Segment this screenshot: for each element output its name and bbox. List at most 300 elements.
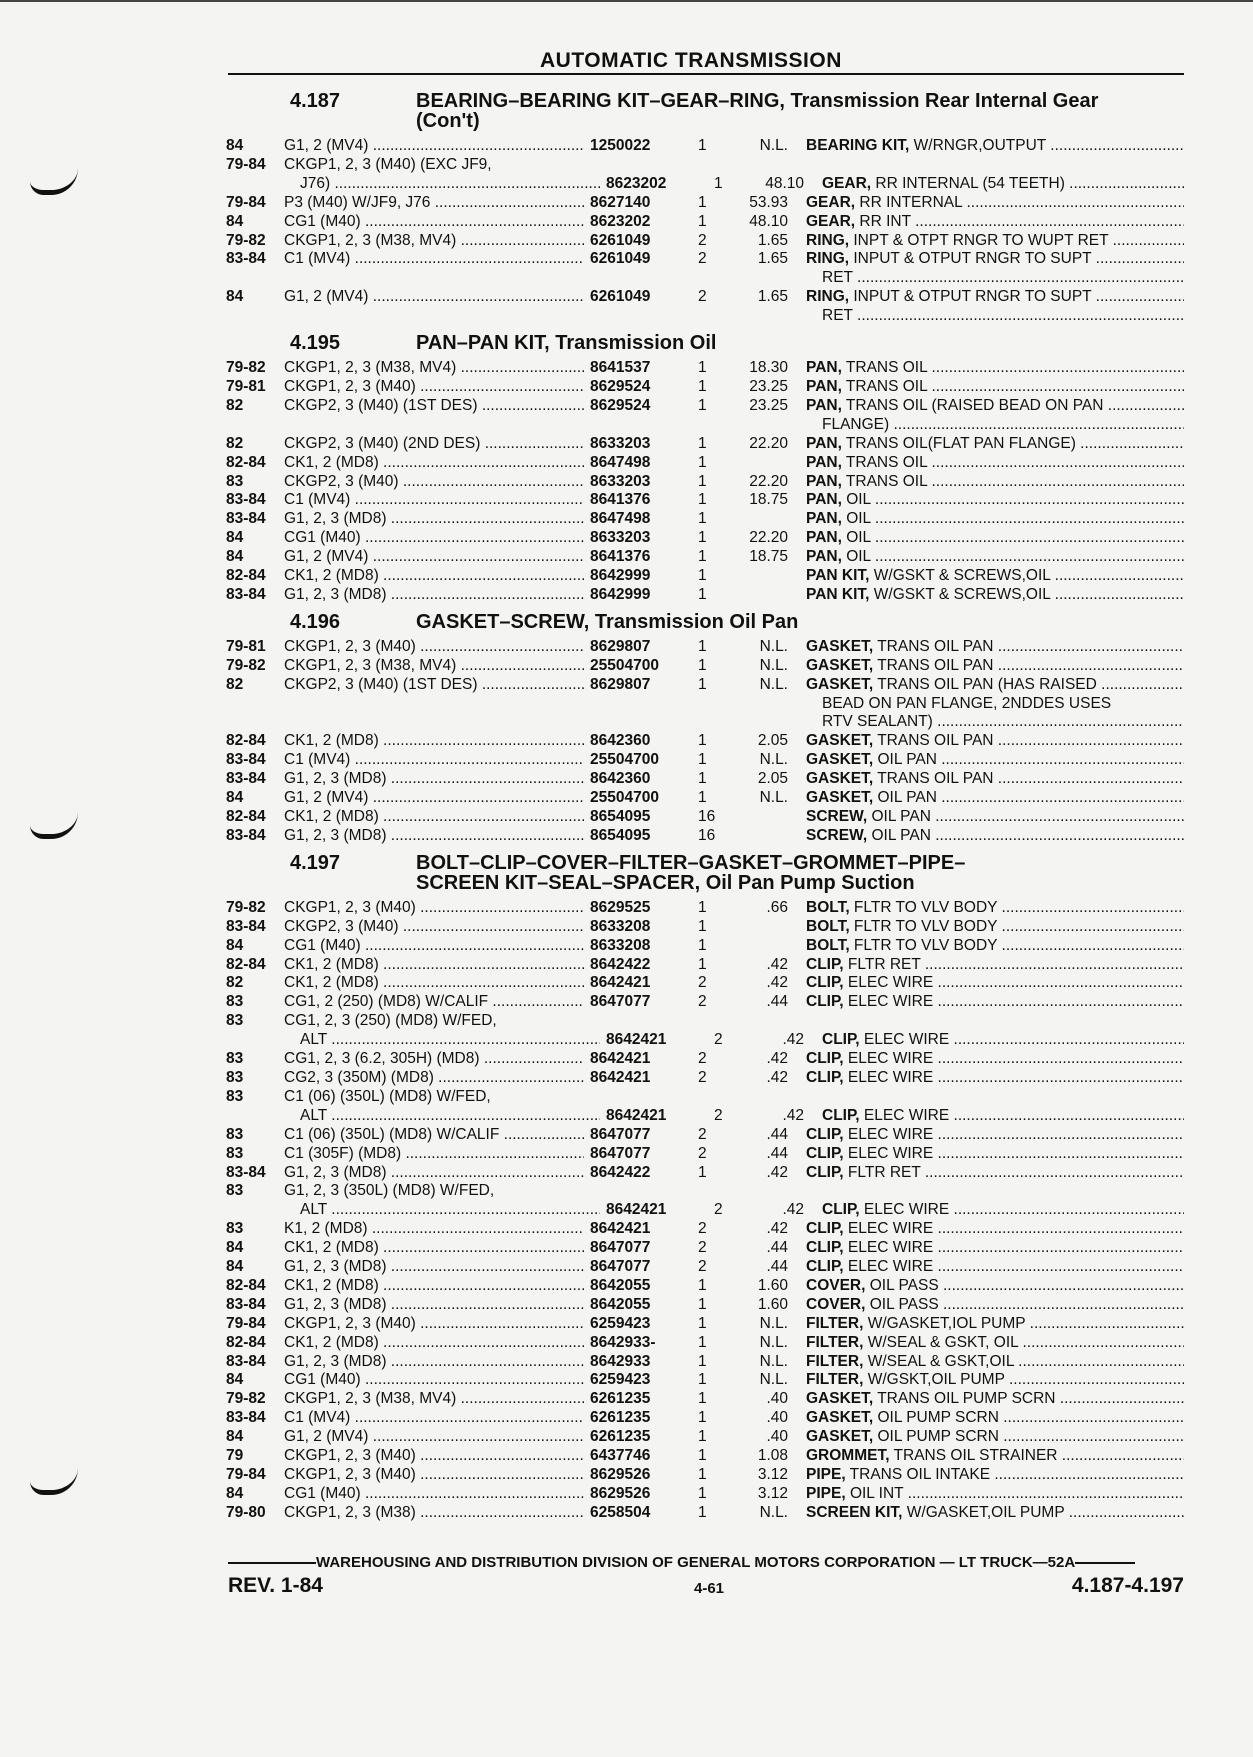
vehicle-application: CG1 (M40) ..... <box>284 1371 584 1390</box>
binder-hole-mark <box>30 812 78 839</box>
model-years: 83 <box>226 1050 244 1068</box>
vehicle-application: CKGP1, 2, 3 (M38, MV4) ..... <box>284 1390 584 1409</box>
footer-division: WAREHOUSING AND DISTRIBUTION DIVISION OF GENERAL MOTORS CORPORATION — LT TRUCK—52A <box>316 1554 1076 1571</box>
part-name-noun: BOLT, <box>806 936 850 954</box>
part-name-noun: CLIP, <box>806 1050 844 1068</box>
vehicle-application: CKGP1, 2, 3 (M38, MV4) ..... <box>284 657 584 676</box>
part-name <box>806 1069 1184 1088</box>
part-name-detail: OIL PAN <box>867 808 931 825</box>
part-name-noun: PAN, <box>806 510 842 528</box>
list-price: .44 <box>766 1258 788 1276</box>
model-years: 79-82 <box>226 231 266 249</box>
model-years: 82 <box>226 974 244 992</box>
part-name-detail: ELEC WIRE <box>859 1201 950 1219</box>
part-name-noun: CLIP, <box>822 1031 860 1049</box>
vehicle-application: P3 (M40) W/JF9, J76 ..... <box>284 194 584 213</box>
parts-row <box>226 1012 1184 1031</box>
part-name <box>806 1371 1184 1390</box>
vehicle-application: G1, 2 (MV4) ..... <box>284 548 584 567</box>
list-price: N.L. <box>759 789 788 807</box>
part-name-detail: ELEC WIRE <box>843 1220 934 1238</box>
model-years: 84 <box>226 936 244 954</box>
parts-row <box>226 789 1184 808</box>
parts-row <box>226 288 1184 307</box>
model-years: 83 <box>226 1125 244 1143</box>
parts-row <box>226 1485 1184 1504</box>
part-name <box>806 359 1184 378</box>
quantity: 2 <box>714 1106 723 1124</box>
model-years: 83-84 <box>226 826 266 844</box>
vehicle-application: ALT ..... <box>284 1107 600 1126</box>
list-price: 22.20 <box>749 434 788 452</box>
model-years: 83 <box>226 1220 244 1238</box>
model-years: 82-84 <box>226 808 266 825</box>
revision-label: REV. 1-84 <box>228 1574 323 1597</box>
list-price <box>736 586 788 605</box>
part-name-detail: OIL <box>841 529 871 547</box>
parts-row <box>226 638 1184 657</box>
quantity: 1 <box>698 732 707 750</box>
quantity: 1 <box>698 1409 707 1427</box>
part-name-detail: TRANS OIL <box>841 472 928 490</box>
model-years <box>226 307 284 326</box>
part-name <box>822 175 1184 194</box>
parts-row <box>226 156 1184 175</box>
part-name-noun: BEARING KIT, <box>806 137 910 154</box>
parts-row <box>226 491 1184 510</box>
part-number <box>584 269 698 288</box>
quantity: 2 <box>698 1050 707 1068</box>
model-years: 83 <box>226 1012 244 1030</box>
part-name <box>806 993 1184 1012</box>
model-years <box>226 695 284 714</box>
part-name-detail: ELEC WIRE <box>859 1106 950 1124</box>
parts-row <box>226 899 1184 918</box>
part-name-detail: RTV SEALANT) <box>822 713 933 731</box>
part-name-noun: CLIP, <box>806 1163 844 1181</box>
vehicle-application: CKGP2, 3 (M40) ..... <box>284 473 584 492</box>
model-years: 83 <box>226 1068 244 1086</box>
part-number: 6259423 <box>590 1314 651 1332</box>
part-name-noun: PAN, <box>806 377 842 395</box>
part-name <box>806 732 1184 751</box>
part-name-detail: TRANS OIL PAN (HAS RAISED <box>873 675 1097 693</box>
part-name-noun: FILTER, <box>806 1371 864 1389</box>
quantity: 1 <box>698 137 707 154</box>
part-number: 8642933- <box>590 1333 656 1351</box>
model-years: 82-84 <box>226 732 266 750</box>
part-name <box>806 269 1184 288</box>
part-name-detail: W/GSKT & SCREWS,OIL <box>869 585 1051 603</box>
model-years: 79-84 <box>226 1466 266 1483</box>
part-name <box>806 548 1184 567</box>
quantity: 1 <box>698 359 707 377</box>
model-years: 83-84 <box>226 917 266 935</box>
list-price: .44 <box>766 1144 788 1162</box>
part-name-detail: RET <box>822 307 853 325</box>
vehicle-application <box>284 713 584 732</box>
quantity <box>698 695 736 714</box>
section-heading <box>226 333 1184 353</box>
vehicle-application: C1 (MV4) ..... <box>284 491 584 510</box>
list-price: 53.93 <box>749 193 788 211</box>
parts-row <box>226 1031 1184 1050</box>
quantity <box>698 156 736 175</box>
parts-row <box>226 1239 1184 1258</box>
header-rule <box>228 73 1184 75</box>
list-price: .42 <box>782 1201 804 1219</box>
parts-row <box>226 918 1184 937</box>
list-price: .40 <box>766 1409 788 1427</box>
model-years: 83-84 <box>226 1295 266 1313</box>
part-number: 6259423 <box>590 1371 651 1389</box>
part-name-detail: W/GASKET,OIL PUMP <box>902 1503 1065 1521</box>
part-number: 8629807 <box>590 675 651 693</box>
part-name-detail: ELEC WIRE <box>843 1239 934 1257</box>
vehicle-application: C1 (305F) (MD8) ..... <box>284 1145 584 1164</box>
part-name <box>806 695 1184 714</box>
list-price: .44 <box>766 1125 788 1143</box>
quantity: 2 <box>714 1201 723 1219</box>
model-years: 83-84 <box>226 491 266 509</box>
part-number <box>584 416 698 435</box>
part-name-detail: RR INTERNAL (54 TEETH) <box>871 174 1065 192</box>
vehicle-application: CG1, 2, 3 (6.2, 305H) (MD8) ..... <box>284 1050 584 1069</box>
part-name-detail: OIL PAN <box>873 751 937 769</box>
part-name-noun: PAN, <box>806 359 842 377</box>
model-years: 83 <box>226 993 244 1011</box>
vehicle-application: CKGP1, 2, 3 (M38) ..... <box>284 1504 584 1523</box>
part-name-noun: FILTER, <box>806 1314 864 1332</box>
vehicle-application: CKGP1, 2, 3 (M40) ..... <box>284 899 584 918</box>
part-name-detail: FLTR RET <box>843 955 921 973</box>
model-years: 84 <box>226 529 244 547</box>
parts-row <box>226 1069 1184 1088</box>
part-name <box>806 638 1184 657</box>
parts-row <box>226 1409 1184 1428</box>
part-name-noun: PAN KIT, <box>806 585 870 603</box>
section-title: BEARING–BEARING KIT–GEAR–RING, Transmission Rear Internal Gear (Con't) <box>416 90 1099 132</box>
part-name-noun: PAN, <box>806 434 842 452</box>
part-name <box>822 1201 1184 1220</box>
list-price: .42 <box>782 1106 804 1124</box>
quantity: 2 <box>698 993 707 1011</box>
parts-row <box>226 397 1184 416</box>
part-name <box>806 1012 1184 1031</box>
part-name <box>806 156 1184 175</box>
list-price: N.L. <box>759 137 788 154</box>
part-name-noun: CLIP, <box>806 1144 844 1162</box>
model-years: 84 <box>226 1484 244 1502</box>
vehicle-application: G1, 2, 3 (MD8) ..... <box>284 827 584 846</box>
part-number: 8642055 <box>590 1276 651 1294</box>
vehicle-application <box>284 695 584 714</box>
list-price: .42 <box>766 955 788 973</box>
model-years: 83 <box>226 1144 244 1162</box>
part-name <box>806 250 1184 269</box>
model-years: 84 <box>226 1428 244 1446</box>
quantity: 1 <box>698 212 707 230</box>
part-number <box>584 1088 698 1107</box>
part-name-noun: GASKET, <box>806 637 874 655</box>
parts-row <box>226 137 1184 156</box>
part-name <box>806 1334 1184 1353</box>
part-number: 6261235 <box>590 1428 651 1446</box>
model-years: 79-80 <box>226 1503 266 1521</box>
model-years <box>226 1107 284 1126</box>
vehicle-application: CK1, 2 (MD8) ..... <box>284 956 584 975</box>
part-name-detail: TRANS OIL PUMP SCRN <box>873 1390 1056 1408</box>
part-name-detail: TRANS OIL <box>841 359 928 377</box>
part-name-noun: FILTER, <box>806 1333 864 1351</box>
part-number: 8642360 <box>590 732 651 750</box>
part-number: 8642999 <box>590 567 651 585</box>
quantity: 1 <box>698 1466 707 1483</box>
part-name <box>806 435 1184 454</box>
parts-row <box>226 827 1184 846</box>
top-edge-rule <box>0 0 1253 2</box>
part-number: 6261049 <box>590 288 651 306</box>
parts-row <box>226 770 1184 789</box>
parts-row <box>226 1164 1184 1183</box>
part-number: 8627140 <box>590 193 651 211</box>
part-number: 8641376 <box>590 491 651 509</box>
model-years: 82-84 <box>226 567 266 585</box>
part-name-detail: OIL PASS <box>865 1276 939 1294</box>
quantity <box>698 1182 736 1201</box>
part-name-noun: PAN KIT, <box>806 567 870 585</box>
list-price: N.L. <box>759 1333 788 1351</box>
part-number: 8633203 <box>590 472 651 490</box>
quantity: 1 <box>698 656 707 674</box>
model-years: 82-84 <box>226 955 266 973</box>
vehicle-application: G1, 2 (MV4) ..... <box>284 1428 584 1447</box>
list-price: 23.25 <box>749 377 788 395</box>
part-name-noun: RING, <box>806 288 850 306</box>
quantity: 2 <box>698 231 707 249</box>
section-heading <box>226 853 1184 893</box>
list-price: N.L. <box>759 1371 788 1389</box>
quantity: 1 <box>698 1447 707 1465</box>
quantity: 1 <box>698 1295 707 1313</box>
part-name-noun: GASKET, <box>806 789 874 807</box>
part-number: 8633208 <box>590 917 651 935</box>
model-years: 83-84 <box>226 1409 266 1427</box>
model-years: 84 <box>226 1239 244 1257</box>
part-number: 8629526 <box>590 1484 651 1502</box>
list-price: .42 <box>766 1050 788 1068</box>
vehicle-application <box>284 307 584 326</box>
quantity: 2 <box>698 288 707 306</box>
part-number: 6258504 <box>590 1503 651 1521</box>
vehicle-application: CKGP2, 3 (M40) ..... <box>284 918 584 937</box>
list-price: 2.05 <box>757 732 788 750</box>
vehicle-application: ALT ..... <box>284 1201 600 1220</box>
part-name-noun: RING, <box>806 250 850 268</box>
list-price <box>736 918 788 937</box>
part-name-detail: OIL PAN <box>873 789 937 807</box>
part-number: 8642421 <box>606 1106 667 1124</box>
binder-hole-mark <box>30 168 78 195</box>
model-years: 82-84 <box>226 453 266 471</box>
part-name <box>806 1447 1184 1466</box>
part-name-detail: TRANS OIL INTAKE <box>845 1466 991 1483</box>
part-name-detail: INPT & OTPT RNGR TO WUPT RET <box>849 231 1109 249</box>
part-name <box>806 529 1184 548</box>
part-number: 25504700 <box>590 751 659 769</box>
part-name <box>806 1126 1184 1145</box>
part-name-detail: RR INTERNAL <box>855 193 963 211</box>
list-price: 18.75 <box>749 491 788 509</box>
part-name <box>806 510 1184 529</box>
list-price: 18.75 <box>749 548 788 566</box>
footer-rule-right <box>1075 1562 1135 1564</box>
part-number: 8642421 <box>590 1220 651 1238</box>
vehicle-application: CKGP1, 2, 3 (M40) (EXC JF9, <box>284 155 492 173</box>
list-price <box>736 454 788 473</box>
vehicle-application: C1 (06) (350L) (MD8) W/FED, <box>284 1087 491 1105</box>
part-number: 8642421 <box>590 974 651 992</box>
parts-row <box>226 956 1184 975</box>
footer-division-line <box>228 1554 1184 1571</box>
part-name <box>806 1409 1184 1428</box>
part-name-detail: OIL PASS <box>865 1295 939 1313</box>
quantity: 1 <box>698 751 707 769</box>
model-years: 83-84 <box>226 770 266 788</box>
part-number <box>584 695 698 714</box>
part-name <box>806 827 1184 846</box>
part-name <box>806 232 1184 251</box>
model-years: 83-84 <box>226 250 266 268</box>
list-price: .42 <box>766 1220 788 1238</box>
vehicle-application: CKGP1, 2, 3 (M40) ..... <box>284 378 584 397</box>
part-name <box>806 751 1184 770</box>
part-name <box>806 1239 1184 1258</box>
parts-row <box>226 1353 1184 1372</box>
part-name-detail: FLTR TO VLV BODY <box>849 917 998 935</box>
part-name-noun: SCREW, <box>806 808 868 825</box>
part-name-noun: SCREW, <box>806 826 868 844</box>
part-number: 8633203 <box>590 529 651 547</box>
quantity: 1 <box>698 510 707 528</box>
quantity <box>698 307 736 326</box>
quantity: 1 <box>714 174 723 192</box>
part-name <box>806 899 1184 918</box>
part-name-noun: CLIP, <box>822 1201 860 1219</box>
part-name <box>806 213 1184 232</box>
list-price: 3.12 <box>757 1484 788 1502</box>
parts-row <box>226 586 1184 605</box>
part-name-noun: PAN, <box>806 548 842 566</box>
list-price: N.L. <box>759 751 788 769</box>
quantity: 1 <box>698 1503 707 1521</box>
parts-row <box>226 359 1184 378</box>
part-name <box>806 676 1184 695</box>
part-number <box>584 307 698 326</box>
quantity: 2 <box>714 1031 723 1049</box>
part-name-detail: ELEC WIRE <box>843 1258 934 1276</box>
model-years: 79-81 <box>226 637 266 655</box>
part-name-noun: GASKET, <box>806 1390 874 1408</box>
parts-row <box>226 1088 1184 1107</box>
model-years: 79-84 <box>226 1314 266 1332</box>
part-name <box>806 1353 1184 1372</box>
part-name-noun: PAN, <box>806 491 842 509</box>
parts-row <box>226 1182 1184 1201</box>
list-price: 1.65 <box>757 288 788 306</box>
model-years <box>226 269 284 288</box>
parts-row <box>226 1371 1184 1390</box>
model-years: 82 <box>226 434 244 452</box>
section-number: 4.197 <box>290 851 341 874</box>
vehicle-application: CK1, 2 (MD8) ..... <box>284 808 584 827</box>
quantity: 2 <box>698 1068 707 1086</box>
parts-row <box>226 1107 1184 1126</box>
list-price: .40 <box>766 1390 788 1408</box>
part-name-detail: W/GSKT,OIL PUMP <box>863 1371 1005 1389</box>
part-name <box>806 1220 1184 1239</box>
part-number: 8642055 <box>590 1295 651 1313</box>
model-years: 84 <box>226 548 244 566</box>
part-number: 8642421 <box>590 1050 651 1068</box>
parts-row <box>226 548 1184 567</box>
vehicle-application: CG2, 3 (350M) (MD8) ..... <box>284 1069 584 1088</box>
list-price <box>736 1182 788 1201</box>
list-price: 22.20 <box>749 472 788 490</box>
quantity: 1 <box>698 898 707 916</box>
part-name <box>806 956 1184 975</box>
part-name-detail: TRANS OIL STRAINER <box>889 1447 1058 1465</box>
part-name <box>806 1428 1184 1447</box>
model-years: 79-82 <box>226 359 266 377</box>
quantity: 1 <box>698 453 707 471</box>
part-name <box>806 567 1184 586</box>
part-name-noun: GEAR, <box>806 212 856 230</box>
model-years: 82-84 <box>226 1333 266 1351</box>
parts-row <box>226 1390 1184 1409</box>
parts-row <box>226 657 1184 676</box>
list-price: 22.20 <box>749 529 788 547</box>
part-name-detail: ELEC WIRE <box>843 1068 934 1086</box>
part-name-detail: INPUT & OTPUT RNGR TO SUPT <box>849 288 1092 306</box>
model-years: 82 <box>226 396 244 414</box>
part-name-detail: ELEC WIRE <box>843 974 934 992</box>
quantity: 16 <box>698 826 716 844</box>
parts-row <box>226 1466 1184 1485</box>
section-number: 4.187 <box>290 90 341 112</box>
parts-row <box>226 269 1184 288</box>
model-years: 83-84 <box>226 510 266 528</box>
part-number: 8623202 <box>606 174 667 192</box>
part-number: 8642422 <box>590 955 651 973</box>
list-price: N.L. <box>759 1352 788 1370</box>
part-name-detail: TRANS OIL (RAISED BEAD ON PAN <box>841 396 1104 414</box>
parts-row <box>226 175 1184 194</box>
model-years: 79-82 <box>226 898 266 916</box>
vehicle-application: C1 (MV4) ..... <box>284 250 584 269</box>
part-name <box>806 416 1184 435</box>
list-price <box>736 307 788 326</box>
list-price <box>736 713 788 732</box>
vehicle-application: G1, 2, 3 (MD8) ..... <box>284 1258 584 1277</box>
model-years: 84 <box>226 1371 244 1389</box>
quantity: 2 <box>698 1258 707 1276</box>
quantity: 2 <box>698 1144 707 1162</box>
part-name-detail: TRANS OIL PAN <box>873 732 994 750</box>
section-title: PAN–PAN KIT, Transmission Oil <box>416 332 717 355</box>
part-name-noun: CLIP, <box>806 1258 844 1276</box>
parts-row <box>226 529 1184 548</box>
